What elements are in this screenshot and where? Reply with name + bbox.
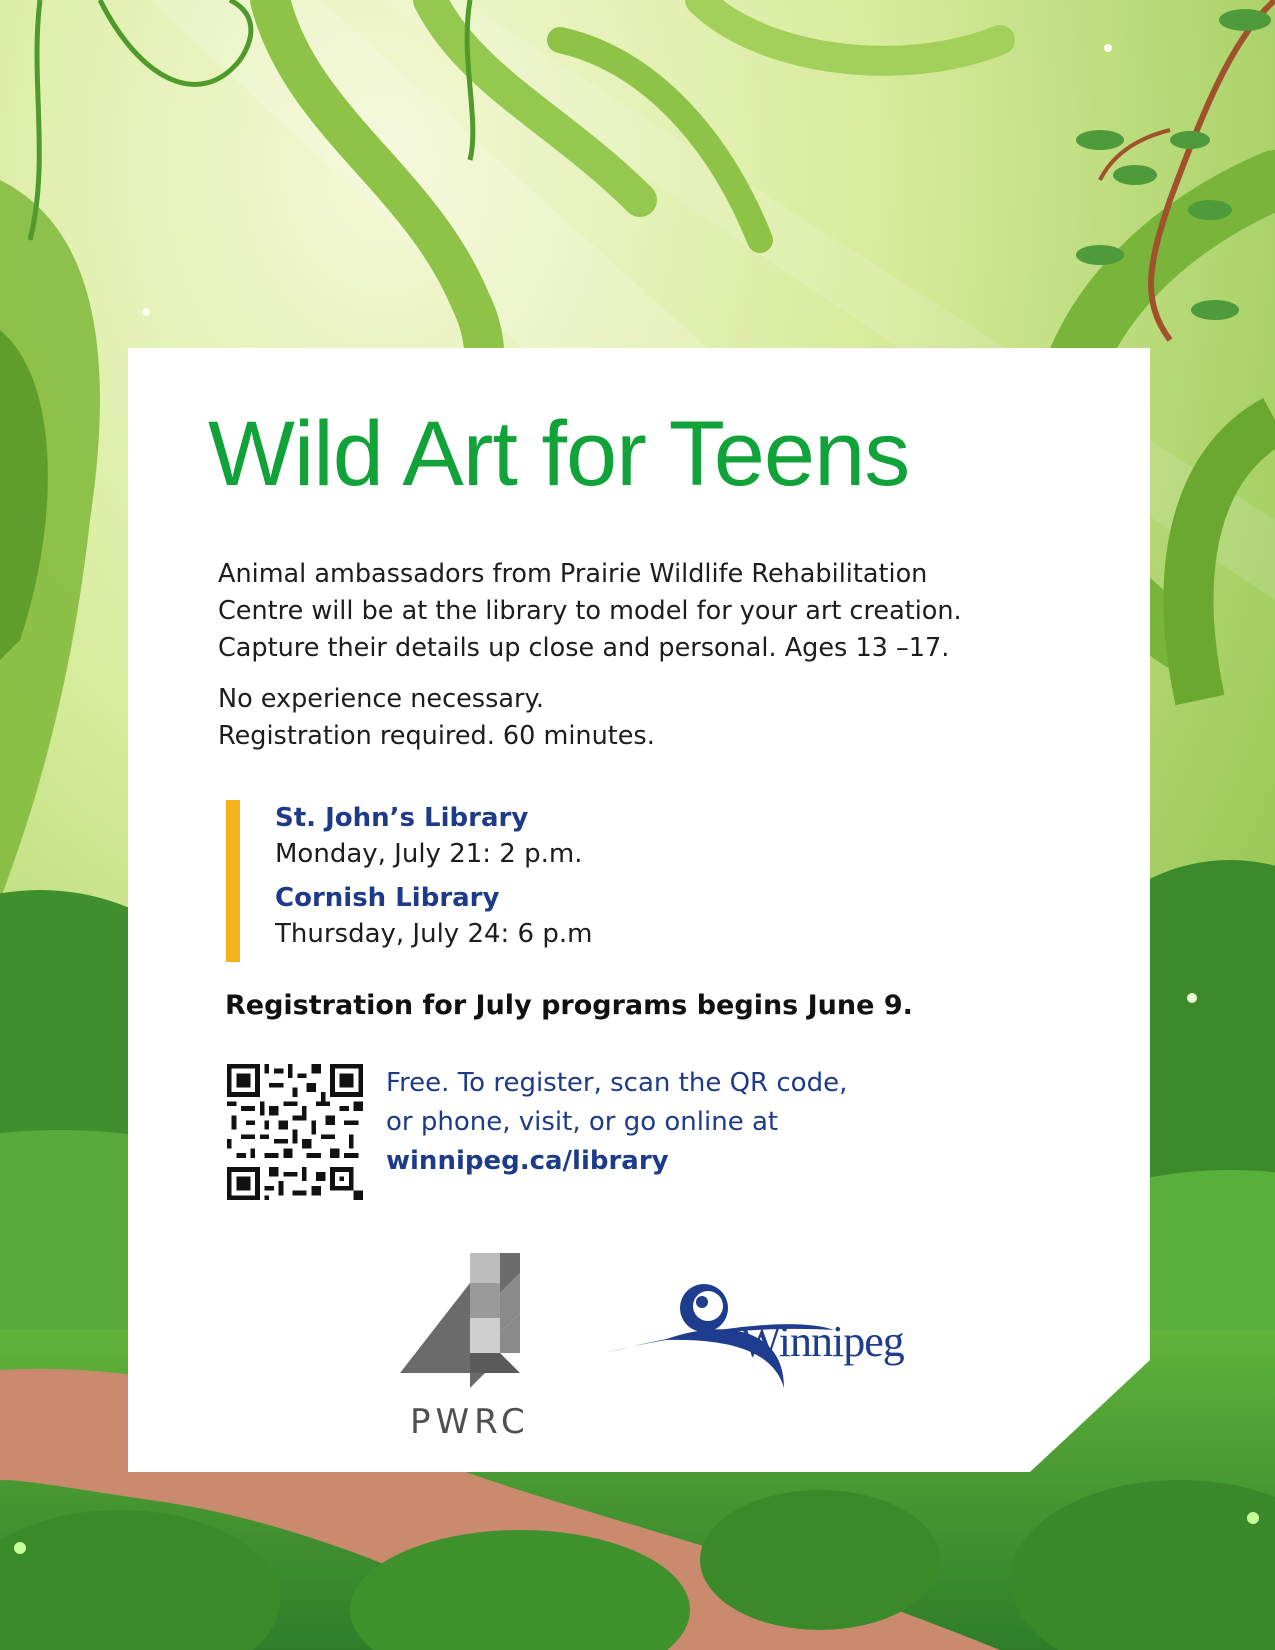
note-registration: Registration required. 60 minutes.	[218, 721, 655, 751]
session-item	[275, 800, 582, 872]
note-experience: No experience necessary.	[218, 684, 545, 714]
description-line: Centre will be at the library to model for your art creation.	[218, 596, 962, 626]
program-description	[218, 556, 1048, 667]
content-card	[128, 348, 1150, 1472]
qr-code-icon[interactable]	[227, 1064, 363, 1200]
session-list	[226, 800, 826, 962]
session-time: Thursday, July 24: 6 p.m	[275, 919, 593, 949]
description-line: Animal ambassadors from Prairie Wildlife Rehabilitation	[218, 559, 928, 589]
pwrc-logo-label: PWRC	[410, 1402, 530, 1442]
program-notes	[218, 681, 1048, 755]
session-time: Monday, July 21: 2 p.m.	[275, 839, 583, 869]
winnipeg-logo-label: Winnipeg	[740, 1317, 904, 1366]
register-info-line: Free. To register, scan the QR code,	[386, 1068, 848, 1098]
session-item	[275, 880, 592, 952]
library-url-link[interactable]: winnipeg.ca/library	[386, 1146, 669, 1176]
register-info	[386, 1064, 946, 1181]
register-info-line: or phone, visit, or go online at	[386, 1107, 779, 1137]
accent-bar	[226, 800, 240, 962]
session-location: St. John’s Library	[275, 803, 529, 833]
description-line: Capture their details up close and personal. Ages 13 –17.	[218, 633, 950, 663]
registration-note: Registration for July programs begins June 9.	[225, 990, 913, 1021]
page-title: Wild Art for Teens	[208, 403, 910, 505]
session-location: Cornish Library	[275, 883, 500, 913]
